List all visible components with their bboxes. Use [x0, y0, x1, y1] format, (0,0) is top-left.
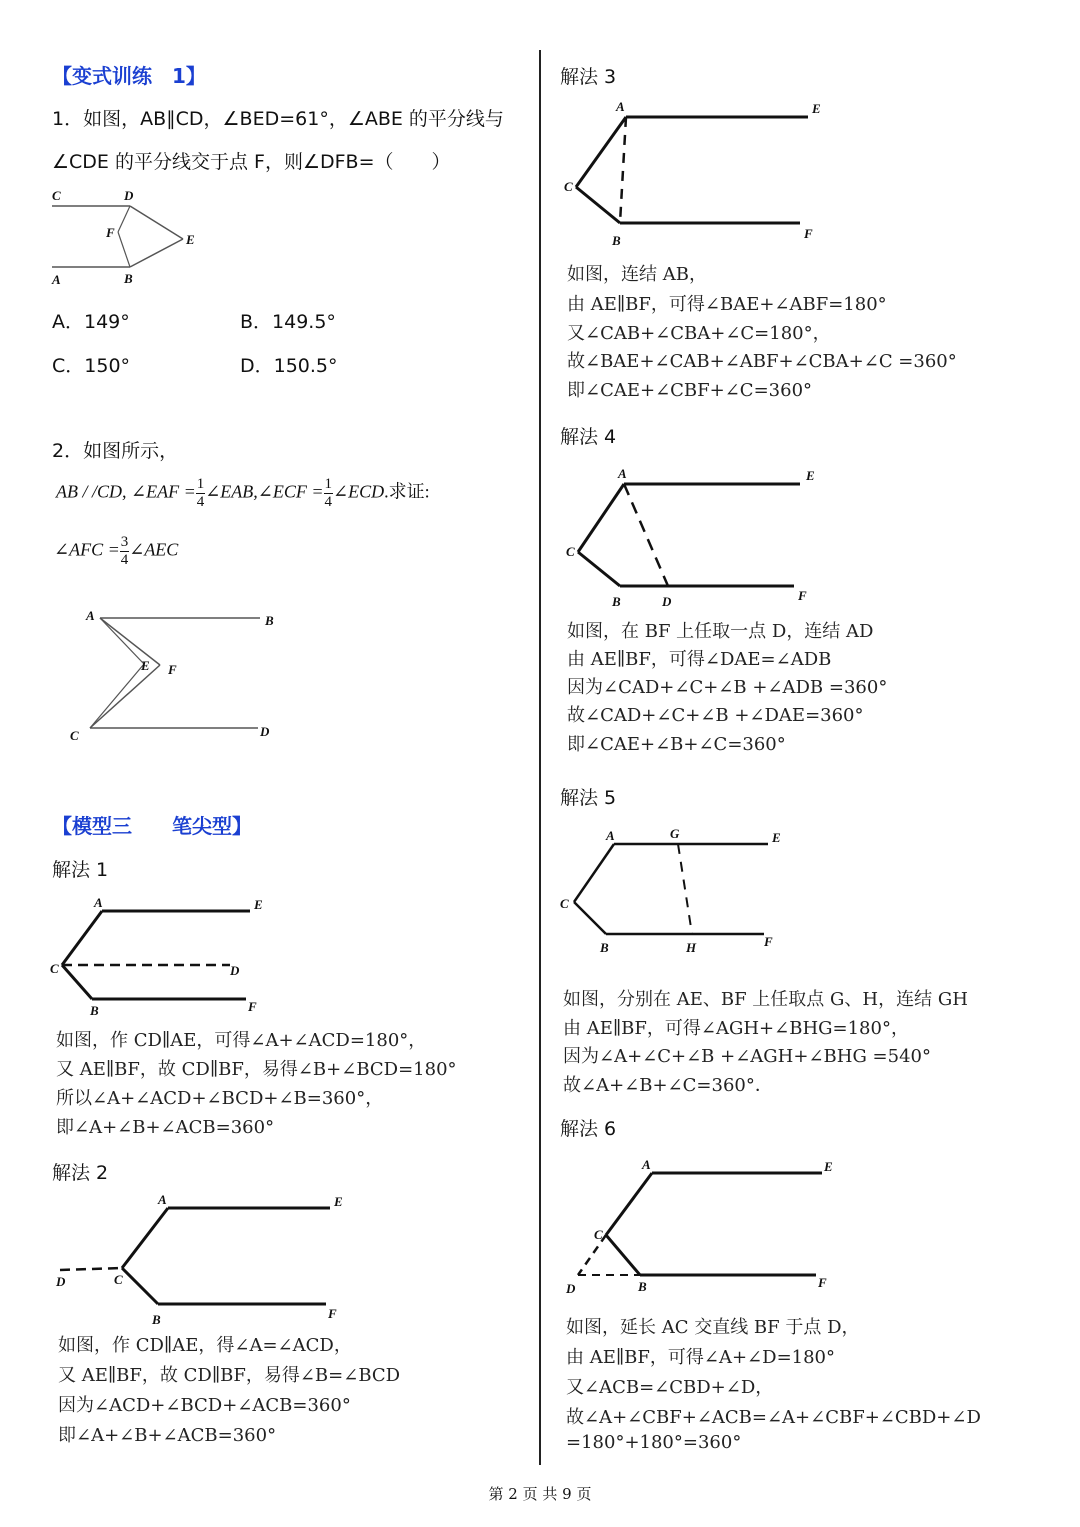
- q2-fraction-3-den: 4: [120, 552, 129, 568]
- section-heading-model-three: 【模型三 笔尖型】: [52, 814, 252, 838]
- solution-4-label-a: A: [618, 466, 627, 481]
- solution-4-line-1: 如图，在 BF 上任取一点 D，连结 AD: [567, 621, 874, 642]
- q2-fraction-2-num: 1: [324, 476, 333, 492]
- q1-figure: [50, 183, 210, 293]
- solution-5-label-b: B: [600, 940, 609, 955]
- solution-4-line-2: 由 AE∥BF，可得∠DAE=∠ADB: [567, 649, 832, 670]
- solution-4-figure: [560, 462, 840, 612]
- solution-2-line-2: 又 AE∥BF，故 CD∥BF，易得∠B=∠BCD: [58, 1365, 401, 1386]
- solution-1-line-4: 即∠A+∠B+∠ACB=360°: [56, 1117, 275, 1138]
- solution-6-label-d: D: [566, 1281, 576, 1296]
- q1-label-f: F: [106, 225, 115, 240]
- q2-given-part2: ∠EAB,∠ECF =: [205, 481, 324, 502]
- section-heading-variant-training: 【变式训练 1】: [52, 64, 206, 88]
- q2-label-b: B: [265, 613, 274, 628]
- solution-4-line-4: 故∠CAD+∠C+∠B +∠DAE=360°: [567, 705, 864, 726]
- solution-6-line-5: =180°+180°=360°: [566, 1432, 742, 1453]
- solution-2-label-e: E: [334, 1194, 343, 1209]
- solution-4-title: 解法 4: [560, 426, 617, 448]
- solution-6-line-1: 如图，延长 AC 交直线 BF 于点 D，: [566, 1317, 860, 1338]
- solution-2-label-a: A: [158, 1192, 167, 1207]
- solution-1-label-a: A: [94, 895, 103, 910]
- solution-1-figure: [50, 895, 290, 1020]
- solution-1-label-e: E: [254, 897, 263, 912]
- solution-6-line-4: 故∠A+∠CBF+∠ACB=∠A+∠CBF+∠CBD+∠D: [566, 1407, 981, 1428]
- solution-5-line-1: 如图，分别在 AE、BF 上任取点 G、H，连结 GH: [563, 989, 968, 1010]
- q1-label-e: E: [186, 232, 195, 247]
- solution-2-label-c: C: [114, 1272, 123, 1287]
- solution-3-line-4: 故∠BAE+∠CAB+∠ABF+∠CBA+∠C =360°: [567, 351, 957, 372]
- solution-3-title: 解法 3: [560, 66, 617, 88]
- solution-5-figure: [556, 822, 796, 962]
- solution-6-title: 解法 6: [560, 1118, 617, 1140]
- solution-5-line-4: 故∠A+∠B+∠C=360°．: [563, 1075, 773, 1096]
- q2-given-part1: AB / /CD, ∠EAF =: [56, 481, 196, 502]
- solution-6-line-2: 由 AE∥BF，可得∠A+∠D=180°: [566, 1347, 836, 1368]
- solution-3-label-f: F: [804, 226, 813, 241]
- solution-6-line-3: 又∠ACB=∠CBD+∠D，: [566, 1377, 774, 1398]
- solution-5-line-3: 因为∠A+∠C+∠B +∠AGH+∠BHG =540°: [563, 1046, 931, 1067]
- solution-6-label-c: C: [594, 1227, 603, 1242]
- solution-3-line-5: 即∠CAE+∠CBF+∠C=360°: [567, 380, 813, 401]
- q1-label-a: A: [52, 272, 61, 287]
- q2-label-d: D: [260, 724, 270, 739]
- solution-3-label-c: C: [564, 179, 573, 194]
- solution-2-label-f: F: [328, 1306, 337, 1321]
- solution-5-label-e: E: [772, 830, 781, 845]
- q2-label-a: A: [86, 608, 95, 623]
- q1-option-d: D．150.5°: [240, 355, 338, 377]
- solution-1-label-f: F: [248, 999, 257, 1014]
- q2-fraction-1: [196, 476, 206, 511]
- q2-figure: [60, 600, 300, 750]
- q2-claim: [54, 534, 178, 569]
- q2-fraction-2-den: 4: [324, 494, 333, 510]
- solution-4-line-5: 即∠CAE+∠B+∠C=360°: [567, 734, 786, 755]
- solution-4-label-d: D: [662, 594, 672, 609]
- solution-1-line-1: 如图，作 CD∥AE，可得∠A+∠ACD=180°，: [56, 1030, 427, 1051]
- solution-1-label-c: C: [50, 961, 59, 976]
- solution-5-label-a: A: [606, 828, 615, 843]
- q2-claim-part1: ∠AFC =: [54, 539, 120, 560]
- solution-2-label-b: B: [152, 1312, 161, 1327]
- solution-6-label-a: A: [642, 1157, 651, 1172]
- solution-5-label-g: G: [670, 826, 680, 841]
- solution-1-line-3: 所以∠A+∠ACD+∠BCD+∠B=360°，: [56, 1088, 384, 1109]
- solution-1-title: 解法 1: [52, 859, 109, 881]
- solution-4-label-c: C: [566, 544, 575, 559]
- solution-5-label-c: C: [560, 896, 569, 911]
- q2-fraction-3: [120, 534, 130, 569]
- solution-3-label-b: B: [612, 233, 621, 248]
- q1-line2: ∠CDE 的平分线交于点 F，则∠DFB=（ ）: [52, 151, 451, 173]
- q2-prove-label: .求证:: [384, 481, 430, 502]
- column-divider: [539, 50, 541, 1465]
- solution-1-line-2: 又 AE∥BF，故 CD∥BF，易得∠B+∠BCD=180°: [56, 1059, 457, 1080]
- q2-fraction-3-num: 3: [120, 534, 129, 550]
- solution-3-figure: [560, 95, 860, 255]
- solution-4-label-e: E: [806, 468, 815, 483]
- solution-4-label-f: F: [798, 588, 807, 603]
- solution-6-label-e: E: [824, 1159, 833, 1174]
- solution-1-label-b: B: [90, 1003, 99, 1018]
- solution-6-label-b: B: [638, 1279, 647, 1294]
- solution-6-label-f: F: [818, 1275, 827, 1290]
- solution-5-label-h: H: [686, 940, 697, 955]
- q2-fraction-2: [324, 476, 334, 511]
- q2-label-e: E: [141, 658, 150, 673]
- q2-fraction-1-num: 1: [196, 476, 205, 492]
- solution-3-label-a: A: [616, 99, 625, 114]
- solution-2-title: 解法 2: [52, 1162, 109, 1184]
- solution-2-line-3: 因为∠ACD+∠BCD+∠ACB=360°: [58, 1395, 351, 1416]
- q1-option-b: B．149.5°: [240, 311, 336, 333]
- q2-given-part3: ∠ECD: [333, 481, 385, 502]
- q1-line1: 1．如图，AB∥CD，∠BED=61°，∠ABE 的平分线与: [52, 108, 504, 130]
- q1-option-c: C．150°: [52, 355, 131, 377]
- solution-4-label-b: B: [612, 594, 621, 609]
- solution-2-figure: [50, 1190, 360, 1330]
- q2-claim-part2: ∠AEC: [129, 539, 179, 560]
- solution-3-line-1: 如图，连结 AB，: [567, 264, 707, 285]
- solution-3-label-e: E: [812, 101, 821, 116]
- q1-option-a: A．149°: [52, 311, 130, 333]
- solution-5-title: 解法 5: [560, 787, 617, 809]
- solution-4-line-3: 因为∠CAD+∠C+∠B +∠ADB =360°: [567, 677, 888, 698]
- solution-1-label-d: D: [230, 963, 240, 978]
- solution-2-line-1: 如图，作 CD∥AE，得∠A=∠ACD，: [58, 1335, 352, 1356]
- q2-fraction-1-den: 4: [196, 494, 205, 510]
- solution-2-label-d: D: [56, 1274, 66, 1289]
- solution-3-line-3: 又∠CAB+∠CBA+∠C=180°，: [567, 323, 831, 344]
- solution-5-line-2: 由 AE∥BF，可得∠AGH+∠BHG=180°，: [563, 1018, 909, 1039]
- q1-label-b: B: [124, 271, 133, 286]
- q2-label-f: F: [168, 662, 177, 677]
- solution-2-line-4: 即∠A+∠B+∠ACB=360°: [58, 1425, 277, 1446]
- q1-label-d: D: [124, 188, 134, 203]
- solution-5-label-f: F: [764, 934, 773, 949]
- q1-label-c: C: [52, 188, 61, 203]
- q2-given: [56, 476, 430, 511]
- q2-label-c: C: [70, 728, 79, 743]
- q2-line1: 2．如图所示，: [52, 440, 179, 462]
- page-footer: 第 2 页 共 9 页: [488, 1485, 592, 1503]
- solution-6-figure: [560, 1155, 850, 1305]
- solution-3-line-2: 由 AE∥BF，可得∠BAE+∠ABF=180°: [567, 294, 887, 315]
